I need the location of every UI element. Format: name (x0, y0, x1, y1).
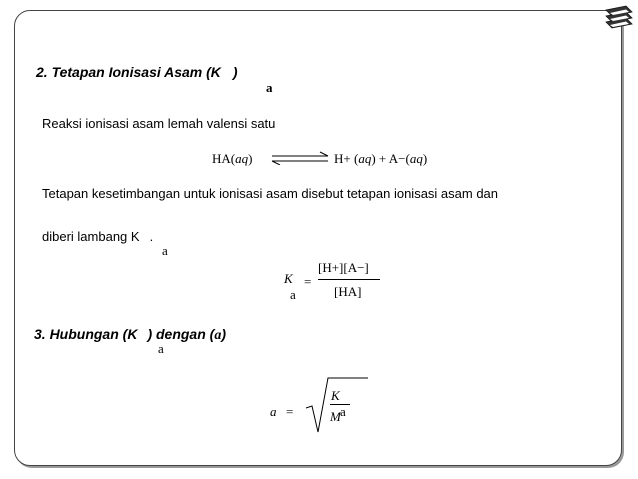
equation-left (212, 151, 252, 167)
equation-right-text: H+ ( (334, 151, 359, 166)
alpha-formula-numerator: K (331, 388, 340, 403)
equation-right-close: ) (422, 151, 428, 166)
square-root-sign-icon (304, 374, 370, 436)
ka-formula-numerator: [H+][A−] (318, 260, 369, 275)
heading-relationship (34, 326, 226, 344)
ka-formula-denominator: [HA] (334, 284, 362, 299)
ka-formula-lhs: K (284, 271, 293, 286)
text-symbol-line (42, 229, 153, 244)
equation-left-var: aq (235, 151, 249, 166)
alpha-formula-denominator: M (330, 409, 341, 424)
heading-2-prefix: 3. Hubungan (K (34, 326, 138, 342)
text-symbol-subscript: a (162, 243, 168, 258)
equation-left-text: HA( (212, 151, 236, 166)
heading-2-close: ) (221, 326, 226, 342)
heading-2-alpha: a (214, 328, 222, 343)
text-symbol-label: diberi lambang K (42, 229, 140, 244)
heading-1-close: ) (232, 64, 238, 80)
ka-formula-equals: = (304, 274, 312, 289)
heading-1-subscript: a (266, 80, 273, 95)
equation-right-var2: aq (409, 151, 423, 166)
text-symbol-dot: . (149, 229, 154, 244)
heading-1-prefix: 2. Tetapan Ionisasi Asam (K (36, 64, 221, 80)
heading-ionization-constant (36, 64, 238, 80)
ka-formula-fraction-bar (318, 279, 380, 280)
ka-formula-lhs-subscript: a (290, 287, 296, 302)
equilibrium-arrows-icon (270, 151, 330, 165)
equation-right-mid: ) + A−( (371, 151, 410, 166)
books-logo-icon (600, 4, 634, 32)
equation-right (334, 151, 427, 167)
equation-right-var1: aq (358, 151, 372, 166)
heading-2-subscript: a (158, 341, 164, 356)
heading-2-middle: ) dengan ( (147, 326, 215, 342)
equation-left-close: ) (248, 151, 253, 166)
alpha-formula-equals: = (286, 404, 294, 419)
alpha-formula-num-subscript: a (340, 404, 346, 419)
alpha-formula-lhs: a (270, 404, 277, 419)
text-reaction-intro: Reaksi ionisasi asam lemah valensi satu (42, 116, 276, 131)
text-equilibrium-constant: Tetapan kesetimbangan untuk ionisasi asam disebut tetapan ionisasi asam dan (42, 186, 499, 201)
